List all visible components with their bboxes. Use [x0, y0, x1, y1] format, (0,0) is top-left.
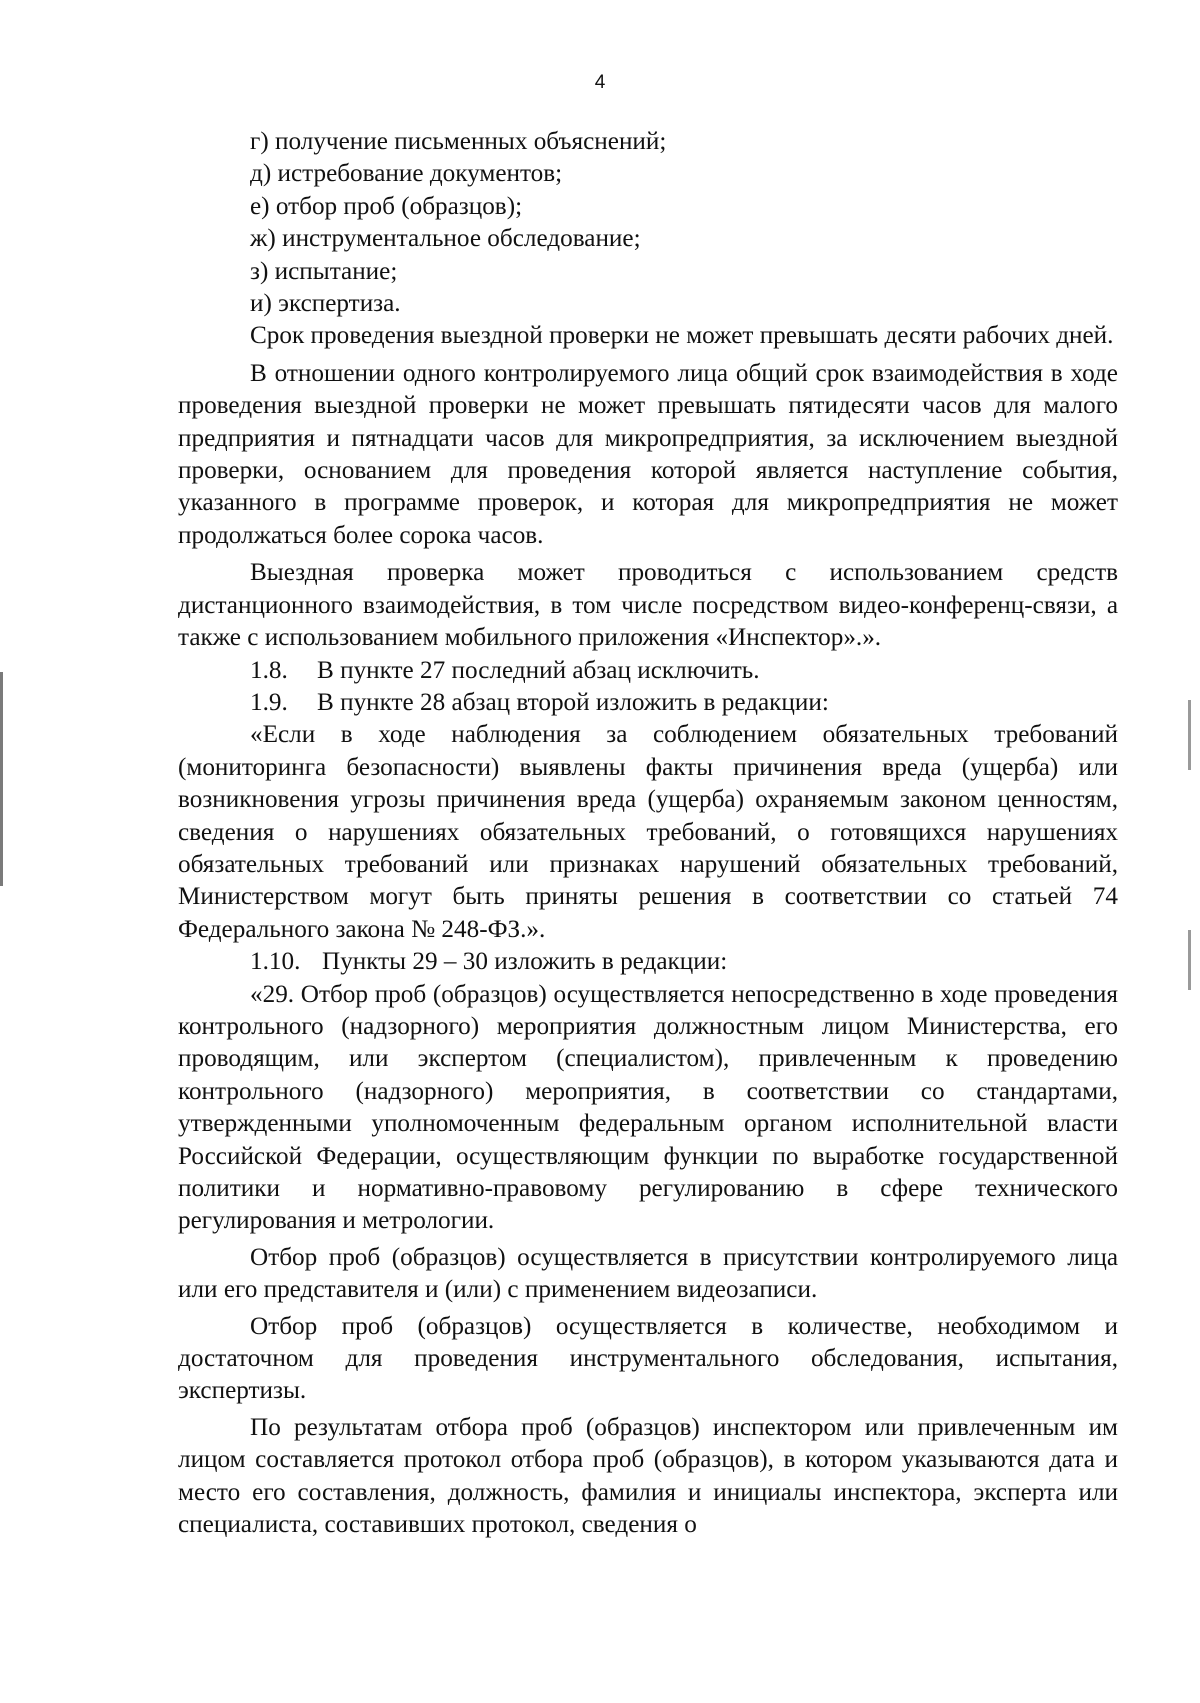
item-text: Пункты 29 – 30 изложить в редакции: — [322, 948, 728, 976]
item-number: 1.10. — [250, 948, 301, 976]
list-item-i: и) экспертиза. — [250, 290, 401, 318]
paragraph-remote-interaction: Выездная проверка может проводиться с использованием средств дистанционного взаимодействия, в том числе посредством видео-конференц-связи, а также с использованием мобильного приложения «Инспектор».». — [178, 559, 1118, 652]
list-item-e: е) отбор проб (образцов); — [250, 192, 523, 220]
item-text: В пункте 28 абзац второй изложить в редакции: — [317, 688, 829, 716]
numbered-item-1-9 — [178, 687, 1118, 719]
paragraph-inspection-term: Срок проведения выездной проверки не может превышать десяти рабочих дней. — [250, 322, 1114, 350]
list-item-d: д) истребование документов; — [250, 160, 563, 188]
numbered-item-1-8 — [178, 655, 1118, 687]
paragraph-sampling-29: «29. Отбор проб (образцов) осуществляется непосредственно в ходе проведения контрольного (надзорного) мероприятия должностным лицом Министерства, его проводящим, или экспертом (специалистом), привлеченным к проведению контрольного (надзорного) мероприятия, в соответствии со стандартами, утвержденными уполномоченным федеральным органом исполнительной власти Российской Федерации, осуществляющим функции по выработке государственной политики и нормативно-правовому регулированию в сфере технического регулирования и метрологии. — [178, 980, 1118, 1235]
numbered-item-1-10 — [178, 946, 1118, 978]
document-body — [178, 126, 1118, 1541]
paragraph-monitoring: «Если в ходе наблюдения за соблюдением обязательных требований (мониторинга безопасности) выявлены факты причинения вреда (ущерба) или возникновения угрозы причинения вреда (ущерба) охраняемым законом ценностям, сведения о нарушениях обязательных требований, о готовящихся нарушениях обязательных требований или признаках нарушений обязательных требований, Министерством могут быть приняты решения в соответствии со статьей 74 Федерального закона № 248-ФЗ.». — [178, 721, 1118, 943]
list-item-g: г) получение письменных объяснений; — [250, 128, 667, 155]
item-number: 1.9. — [250, 688, 288, 716]
list-item-zh: ж) инструментальное обследование; — [250, 225, 641, 253]
paragraph-sampling-protocol: По результатам отбора проб (образцов) инспектором или привлеченным им лицом составляется протокол отбора проб (образцов), в котором указываются дата и место его составления, должность, фамилия и инициалы инспектора, эксперта или специалиста, составивших протокол, сведения о — [178, 1413, 1118, 1539]
list-item-z: з) испытание; — [250, 257, 398, 285]
scan-edge-mark-right — [1188, 700, 1191, 770]
item-number: 1.8. — [250, 656, 288, 684]
paragraph-sampling-quantity: Отбор проб (образцов) осуществляется в количестве, необходимом и достаточном для проведения инструментального обследования, испытания, экспертизы. — [178, 1312, 1118, 1405]
scan-edge-mark-right-lower — [1188, 930, 1191, 990]
paragraph-interaction-limit: В отношении одного контролируемого лица общий срок взаимодействия в ходе проведения выездной проверки не может превышать пятидесяти часов для малого предприятия и пятнадцати часов для микропредприятия, за исключением выездной проверки, основанием для проведения которой является наступление события, указанного в программе проверок, и которая для микропредприятия не может продолжаться более сорока часов. — [178, 359, 1118, 549]
scan-edge-mark — [0, 672, 3, 886]
page-number: 4 — [594, 72, 606, 93]
paragraph-sampling-presence: Отбор проб (образцов) осуществляется в присутствии контролируемого лица или его представителя и (или) с применением видеозаписи. — [178, 1243, 1118, 1304]
item-text: В пункте 27 последний абзац исключить. — [317, 656, 760, 684]
